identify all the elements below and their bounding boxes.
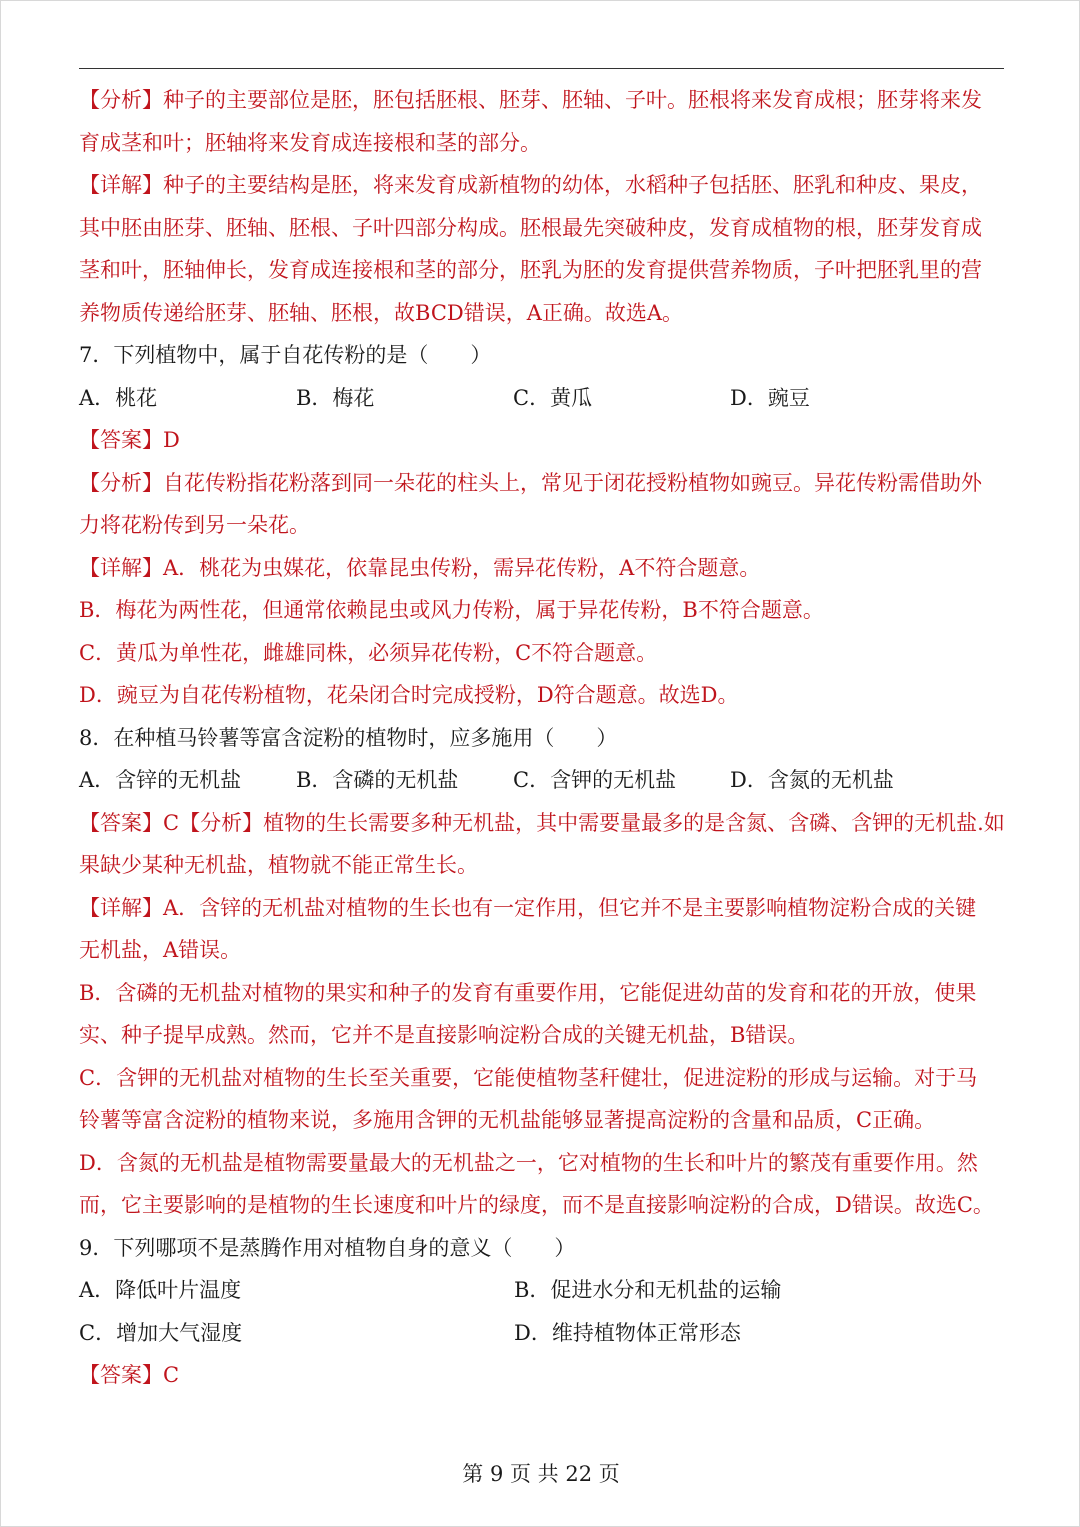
q8-option-c: C．含钾的无机盐 — [513, 768, 677, 792]
q9-option-b: B．促进水分和无机盐的运输 — [514, 1278, 782, 1302]
answer-q7: 【答案】D — [79, 428, 180, 452]
question-9: 9．下列哪项不是蒸腾作用对植物自身的意义（ ） — [79, 1235, 576, 1260]
detail-q7-line-b: B．梅花为两性花，但通常依赖昆虫或风力传粉，属于异花传粉，B不符合题意。 — [79, 598, 824, 622]
analysis-q7-line-1: 【分析】自花传粉指花粉落到同一朵花的柱头上，常见于闭花授粉植物如豌豆。异花传粉需借助外 — [79, 470, 982, 495]
detail-q7-line-d: D．豌豆为自花传粉植物，花朵闭合时完成授粉，D符合题意。故选D。 — [79, 683, 739, 707]
q8-option-a: A．含锌的无机盐 — [79, 768, 242, 792]
detail-q8-line-7: D．含氮的无机盐是植物需要量最大的无机盐之一，它对植物的生长和叶片的繁茂有重要作用。然 — [79, 1150, 978, 1175]
question-9-options-row-1 — [79, 1269, 1007, 1312]
detail-q8-line-4: 实、种子提早成熟。然而，它并不是直接影响淀粉合成的关键无机盐，B错误。 — [79, 1023, 809, 1047]
q9-option-c: C．增加大气湿度 — [79, 1320, 243, 1345]
detail-q6-line-1: 【详解】种子的主要结构是胚，将来发育成新植物的幼体，水稻种子包括胚、胚乳和种皮、果皮， — [79, 173, 982, 197]
detail-q7-line-c: C．黄瓜为单性花，雌雄同株，必须异花传粉，C不符合题意。 — [79, 640, 658, 665]
detail-q7-line-a: 【详解】A．桃花为虫媒花，依靠昆虫传粉，需异花传粉，A不符合题意。 — [79, 555, 761, 580]
question-9-options-row-2 — [79, 1312, 1007, 1355]
detail-q8-line-5: C．含钾的无机盐对植物的生长至关重要，它能使植物茎秆健壮，促进淀粉的形成与运输。对于马 — [79, 1065, 978, 1090]
question-8: 8．在种植马铃薯等富含淀粉的植物时，应多施用（ ） — [79, 725, 618, 750]
analysis-q6-line-1: 【分析】种子的主要部位是胚，胚包括胚根、胚芽、胚轴、子叶。胚根将来发育成根；胚芽将来发 — [79, 88, 982, 112]
analysis-q7-line-2: 力将花粉传到另一朵花。 — [79, 513, 310, 537]
answer-analysis-q8-line-2: 果缺少某种无机盐，植物就不能正常生长。 — [79, 853, 478, 877]
q8-option-b: B．含磷的无机盐 — [296, 768, 459, 792]
q7-option-c: C．黄瓜 — [513, 385, 593, 410]
q7-option-b: B．梅花 — [296, 385, 375, 410]
answer-q9: 【答案】C — [79, 1363, 180, 1387]
question-7-options — [79, 377, 1007, 420]
page-number-footer: 第 9 页 共 22 页 — [462, 1462, 620, 1486]
q7-option-d: D．豌豆 — [730, 385, 810, 410]
detail-q8-line-2: 无机盐，A错误。 — [79, 938, 242, 962]
detail-q6-line-2: 其中胚由胚芽、胚轴、胚根、子叶四部分构成。胚根最先突破种皮，发育成植物的根，胚芽发育成 — [79, 215, 982, 240]
detail-q6-line-3: 茎和叶，胚轴伸长，发育成连接根和茎的部分，胚乳为胚的发育提供营养物质，子叶把胚乳里的营 — [79, 258, 982, 282]
detail-q8-line-1: 【详解】A．含锌的无机盐对植物的生长也有一定作用，但它并不是主要影响植物淀粉合成的关键 — [79, 895, 977, 920]
q8-option-d: D．含氮的无机盐 — [730, 768, 894, 792]
answer-analysis-q8-line-1: 【答案】C【分析】植物的生长需要多种无机盐，其中需要量最多的是含氮、含磷、含钾的无机盐.如 — [79, 810, 1005, 835]
q7-option-a: A．桃花 — [79, 385, 158, 410]
detail-q6-line-4: 养物质传递给胚芽、胚轴、胚根，故BCD错误，A正确。故选A。 — [79, 300, 684, 325]
detail-q8-line-8: 而，它主要影响的是植物的生长速度和叶片的绿度，而不是直接影响淀粉的合成，D错误。故选C。 — [79, 1193, 994, 1217]
question-7: 7．下列植物中，属于自花传粉的是（ ） — [79, 343, 492, 367]
q9-option-d: D．维持植物体正常形态 — [514, 1320, 741, 1345]
header-rule — [79, 68, 1004, 69]
detail-q8-line-3: B．含磷的无机盐对植物的果实和种子的发育有重要作用，它能促进幼苗的发育和花的开放，使果 — [79, 980, 977, 1005]
question-8-options — [79, 759, 1007, 802]
q9-option-a: A．降低叶片温度 — [79, 1278, 242, 1302]
page-content — [79, 79, 1007, 1397]
detail-q8-line-6: 铃薯等富含淀粉的植物来说，多施用含钾的无机盐能够显著提高淀粉的含量和品质，C正确。 — [79, 1108, 936, 1132]
analysis-q6-line-2: 育成茎和叶；胚轴将来发育成连接根和茎的部分。 — [79, 130, 541, 155]
